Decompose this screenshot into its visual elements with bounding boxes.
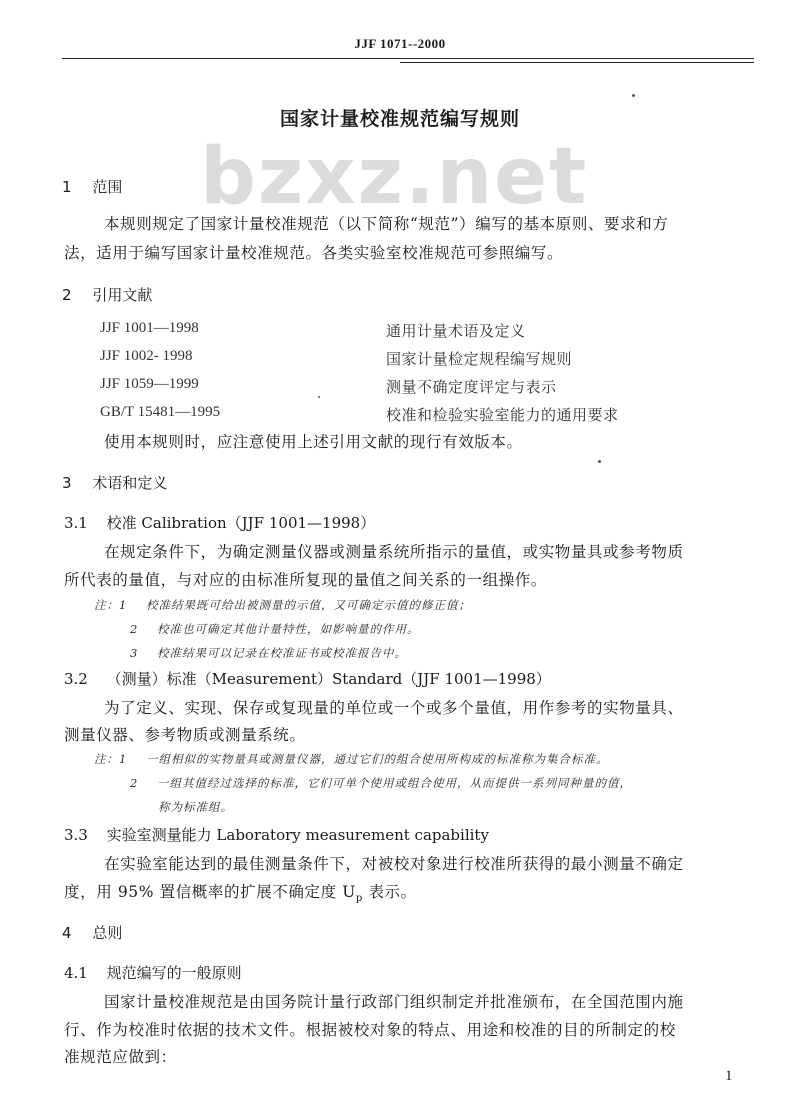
section-2-heading: [62, 284, 152, 305]
subsection-3-1-para-line2: 所代表的量值，与对应的由标准所复现的量值之间关系的一组操作。: [64, 571, 548, 589]
section-title: 总则: [92, 924, 123, 942]
subsection-4-1-para-line3: 准规范应做到：: [64, 1048, 177, 1066]
section-num: 2: [62, 286, 72, 304]
subsection-3-1-para-line1: 在规定条件下，为确定测量仪器或测量系统所指示的量值，或实物量具或参考物质: [104, 543, 684, 561]
reference-title: 国家计量检定规程编写规则: [386, 350, 573, 368]
note-label: 2: [130, 622, 139, 636]
note-label: 注：1: [94, 752, 128, 766]
note-text: 一组其值经过选择的标准，它们可单个使用或组合使用，从而提供一系列同种量的值，: [156, 776, 632, 790]
subsection-title: 规范编写的一般原则: [106, 964, 242, 982]
document-title: 国家计量校准规范编写规则: [279, 108, 520, 130]
reference-title: 通用计量术语及定义: [386, 322, 526, 340]
watermark: bzxz.net: [200, 132, 589, 222]
note-text: 校准结果可以记录在校准证书或校准报告中。: [156, 646, 407, 660]
section-num: 3: [62, 474, 72, 492]
subsection-num: 4.1: [64, 964, 88, 982]
reference-code: GB/T 15481—1995: [100, 404, 221, 420]
subsection-4-1-heading: [64, 962, 242, 983]
note-text: 校准结果既可给出被测量的示值，又可确定示值的修正值；: [145, 598, 471, 612]
running-header: JJF 1071--2000: [354, 36, 446, 51]
note-label: 2: [130, 776, 139, 790]
reference-title: 校准和检验实验室能力的通用要求: [386, 406, 619, 424]
note-1: [94, 751, 608, 767]
page-number: 1: [725, 1068, 733, 1084]
section-num: 1: [62, 178, 72, 196]
note-label: 注：1: [94, 598, 128, 612]
subsection-num: 3.3: [64, 826, 88, 844]
subsection-title: 实验室测量能力 Laboratory measurement capability: [106, 826, 489, 844]
note-2-cont: 称为标准组。: [158, 800, 233, 814]
section-title: 术语和定义: [92, 474, 168, 492]
para-text: 度，用 95% 置信概率的扩展不确定度 U: [64, 883, 356, 901]
section-3-heading: [62, 472, 167, 493]
note-1: [94, 597, 471, 613]
reference-code: JJF 1059—1999: [100, 376, 199, 392]
note-text: 一组相似的实物量具或测量仪器，通过它们的组合使用所构成的标准称为集合标准。: [145, 752, 609, 766]
subsection-3-1-heading: [64, 512, 375, 533]
subsection-title: 校准 Calibration（JJF 1001—1998）: [106, 514, 376, 532]
subsection-4-1-para-line1: 国家计量校准规范是由国务院计量行政部门组织制定并批准颁布，在全国范围内施: [104, 993, 684, 1011]
note-2: [130, 621, 419, 637]
subsection-title: （测量）标准（Measurement）Standard（JJF 1001—1998）: [106, 670, 551, 688]
note-3: [130, 645, 407, 661]
subsection-3-2-para-line1: 为了定义、实现、保存或复现量的单位或一个或多个量值，用作参考的实物量具、: [104, 699, 684, 717]
scan-speck: [318, 396, 320, 398]
subsection-3-2-para-line2: 测量仪器、参考物质或测量系统。: [64, 726, 306, 744]
section-1-para-line1: 本规则规定了国家计量校准规范（以下简称“规范”）编写的基本原则、要求和方: [104, 215, 669, 233]
subsection-3-3-heading: [64, 824, 489, 845]
subsection-num: 3.2: [64, 670, 88, 688]
scan-speck: [632, 94, 635, 97]
para-text: 表示。: [362, 883, 417, 901]
reference-code: JJF 1002- 1998: [100, 348, 193, 364]
subsection-3-2-heading: [64, 668, 551, 689]
subsection-3-3-para-line1: 在实验室能达到的最佳测量条件下，对被校对象进行校准所获得的最小测量不确定: [104, 855, 684, 873]
section-1-heading: [62, 176, 122, 197]
subscript: p: [355, 893, 363, 905]
section-title: 范围: [92, 178, 123, 196]
section-2-note: 使用本规则时，应注意使用上述引用文献的现行有效版本。: [104, 433, 523, 451]
section-title: 引用文献: [92, 286, 153, 304]
header-rule-thin: [400, 62, 754, 63]
note-2: [130, 775, 632, 791]
subsection-4-1-para-line2: 行、作为校准时依据的技术文件。根据被校对象的特点、用途和校准的目的所制定的校: [64, 1021, 676, 1039]
section-num: 4: [62, 924, 72, 942]
note-text: 校准也可确定其他计量特性，如影响量的作用。: [156, 622, 420, 636]
section-4-heading: [62, 922, 122, 943]
header-rule: [62, 58, 754, 59]
reference-title: 测量不确定度评定与表示: [386, 378, 557, 396]
section-1-para-line2: 法，适用于编写国家计量校准规范。各类实验室校准规范可参照编写。: [64, 244, 564, 262]
note-label: 3: [130, 646, 139, 660]
subsection-num: 3.1: [64, 514, 88, 532]
scan-speck: [598, 460, 601, 463]
subsection-3-3-para-line2: [64, 880, 417, 904]
reference-code: JJF 1001—1998: [100, 320, 199, 336]
